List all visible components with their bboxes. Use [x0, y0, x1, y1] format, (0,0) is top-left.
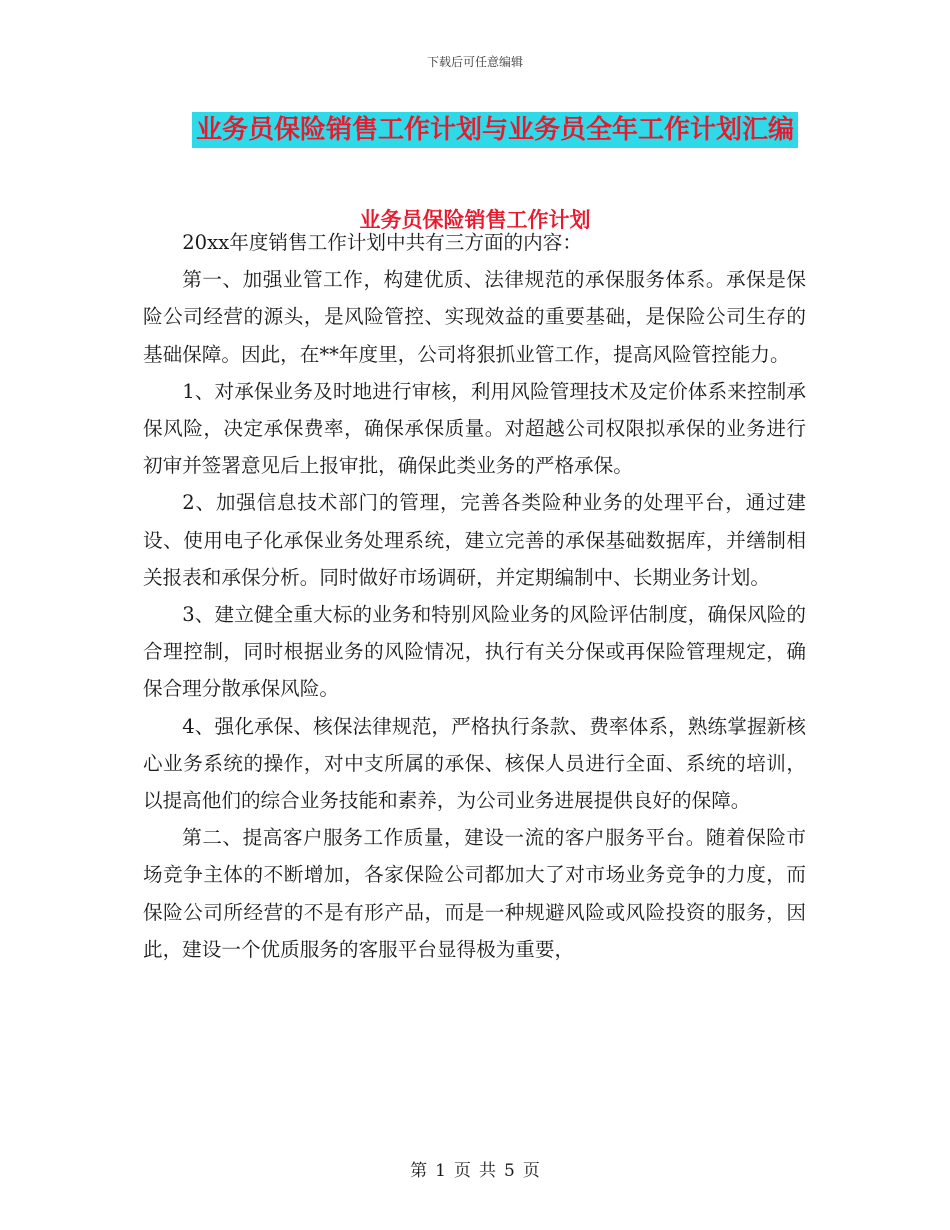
page-number: 1 [435, 1161, 446, 1181]
paragraph: 2、加强信息技术部门的管理，完善各类险种业务的处理平台，通过建设、使用电子化承保业务处理系统，建立完善的承保基础数据库，并缮制相关报表和承保分析。同时做好市场调研，并定期编制中、长期业务计划。 [143, 491, 806, 589]
document-body [143, 224, 806, 968]
page-footer [0, 1156, 950, 1181]
document-title-container [0, 112, 950, 148]
document-title: 业务员保险销售工作计划与业务员全年工作计划汇编 [192, 112, 798, 148]
page-total: 5 [504, 1161, 515, 1181]
page-header-note: 下载后可任意编辑 [426, 55, 523, 69]
paragraph: 20xx年度销售工作计划中共有三方面的内容： [182, 231, 582, 254]
paragraph: 3、建立健全重大标的业务和特别风险业务的风险评估制度，确保风险的合理控制，同时根据业务的风险情况，执行有关分保或再保险管理规定，确保合理分散承保风险。 [143, 603, 806, 701]
page-label-suffix: 页 [522, 1161, 540, 1181]
page-label-mid: 页 [454, 1161, 471, 1181]
paragraph: 第一、加强业管工作，构建优质、法律规范的承保服务体系。承保是保险公司经营的源头，是风险管控、实现效益的重要基础，是保险公司生存的基础保障。因此，在**年度里，公司将狠抓业管工作，提高风险管控能力。 [143, 268, 806, 366]
paragraph: 第二、提高客户服务工作质量，建设一流的客户服务平台。随着保险市场竞争主体的不断增加，各家保险公司都加大了对市场业务竞争的力度，而保险公司所经营的不是有形产品，而是一种规避风险或风险投资的服务，因此，建设一个优质服务的客服平台显得极为重要， [143, 826, 806, 961]
paragraph: 4、强化承保、核保法律规范，严格执行条款、费率体系，熟练掌握新核心业务系统的操作，对中支所属的承保、核保人员进行全面、系统的培训，以提高他们的综合业务技能和素养，为公司业务进展提供良好的保障。 [143, 714, 806, 813]
section-title: 业务员保险销售工作计划 [359, 208, 591, 232]
page-total-prefix: 共 [479, 1161, 496, 1181]
page-label-prefix: 第 [410, 1161, 428, 1181]
paragraph: 1、对承保业务及时地进行审核，利用风险管理技术及定价体系来控制承保风险，决定承保费率，确保承保质量。对超越公司权限拟承保的业务进行初审并签署意见后上报审批，确保此类业务的严格承保。 [143, 379, 806, 478]
